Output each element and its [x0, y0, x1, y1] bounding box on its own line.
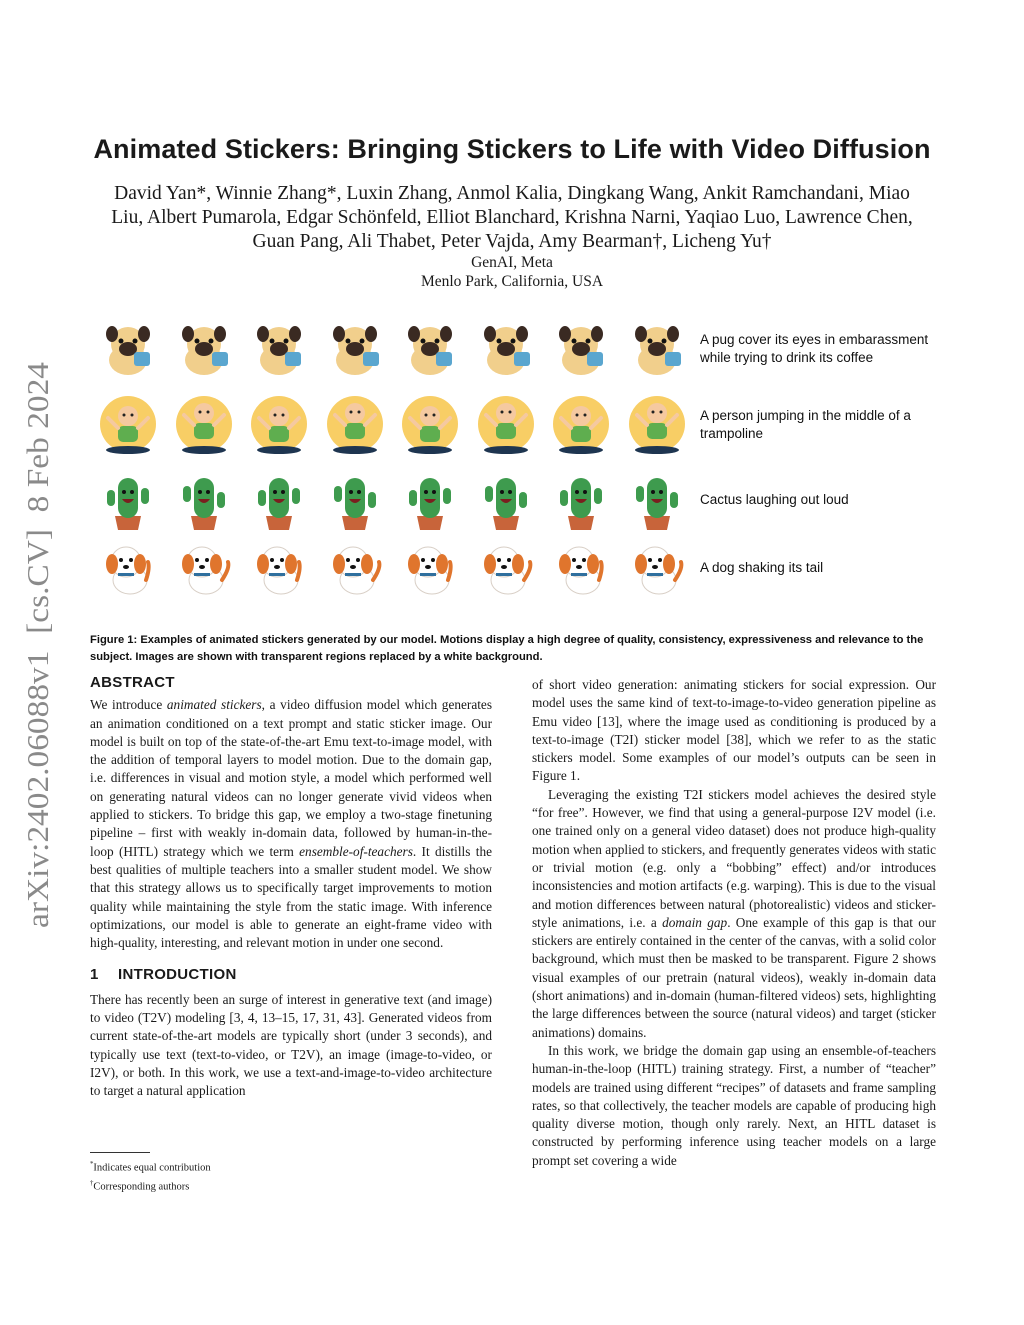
sticker-frame-baby: [476, 394, 538, 456]
figure-row-caption: A dog shaking its tail: [700, 560, 824, 575]
sticker-frame-cactus: [400, 470, 462, 532]
abstract-text: [90, 696, 492, 952]
affiliation-org: GenAI, Meta: [471, 254, 553, 271]
sticker-frame-pug: [325, 318, 387, 380]
intro-paragraph-1: There has recently been an surge of interest in generative text (and image) to video (T2V) modeling [3, 4, 13–15, 17, 31, 43]. Generated videos from current state-of-the-art models are typically short (under 3 seconds), and typically use text (text-to-video, or T2V), an image (image-to-video, or I2V), or both. In this work, we use a text-and-image-to-video architecture to target a natural application: [90, 991, 492, 1099]
abstract-text-part: , a video diffusion model which generates an animation conditioned on a text prompt and static sticker image. Our model is built on top of the state-of-the-art Emu text-to-image model, with the addition of temporal layers to model motion. Due to the domain gap, i.e. differences in visual and motion style, a model which performed well on generating natural videos can no longer generate vivid videos when applied to stickers. To bridge this gap, we employ a two-stage finetuning pipeline – first with weakly in-domain data, followed by human-in-the-loop (HITL) strategy which we term: [90, 697, 493, 859]
sticker-frame-baby: [551, 394, 613, 456]
intro-paragraph-3: In this work, we bridge the domain gap using an ensemble-of-teachers human-in-the-loop (HITL) training strategy. First, a number of “teacher” models are trained using different “recipes” of datasets and frame sampling rates, so that collectively, the teacher models are capable of producing high quality diverse motion, though only rarely. Next, an HITL dataset is constructed by performing inference using teacher models on a large prompt set covering a wide: [532, 1042, 936, 1168]
figure-row-dog: [90, 536, 940, 602]
sticker-frame-dog: [325, 538, 387, 600]
footnote-corresponding: [90, 1176, 492, 1195]
intro-paragraph-1-continued: of short video generation: animating stickers for social expression. Our model uses the same kind of text-to-image-to-video generation pipeline as Emu video [13], where the image used as conditioning is produced by a text-to-image (T2I) sticker model [38], which we refer to as the static stickers model. Some examples of our model’s outputs can be seen in Figure 1.: [532, 677, 936, 784]
abstract-text-part: We introduce: [90, 697, 167, 713]
intro-text-part: . One example of this gap is that our stickers are entirely contained in the center of the canvas, with a solid color background, which must then be masked to be transparent. Figure 2 shows visual examples of our pretrain (natural videos), weakly in-domain data (short animations) and in-domain (human-filtered videos) sets, highlighting the large differences between the source (natural videos) and target (sticker animations) domains.: [532, 914, 936, 1040]
abstract-emphasis: ensemble-of-teachers: [299, 843, 413, 859]
figure-1: [90, 316, 940, 606]
sticker-frame-dog: [400, 538, 462, 600]
sticker-frame-cactus: [98, 470, 160, 532]
sticker-frame-cactus: [627, 470, 689, 532]
intro-paragraph-2: [532, 786, 936, 1042]
paper-title: Animated Stickers: Bringing Stickers to Life with Video Diffusion: [93, 134, 931, 164]
sticker-frame-dog: [98, 538, 160, 600]
author-list: David Yan*, Winnie Zhang*, Luxin Zhang, Anmol Kalia, Dingkang Wang, Ankit Ramchandani, Miao Liu, Albert Pumarola, Edgar Schönfeld, Elliot Blanchard, Krishna Narni, Yaqiao Luo, Lawrence Chen, Guan Pang, Ali Thabet, Peter Vajda, Amy Bearman†, Licheng Yu†: [111, 183, 913, 252]
sticker-frame-pug: [174, 318, 236, 380]
right-column: [532, 676, 936, 1170]
sticker-frame-cactus: [174, 470, 236, 532]
sticker-frame-cactus: [249, 470, 311, 532]
sticker-frame-pug: [249, 318, 311, 380]
figure-row-baby: [90, 392, 940, 458]
sticker-frame-baby: [174, 394, 236, 456]
section-number: 1: [90, 966, 99, 984]
sticker-frame-baby: [325, 394, 387, 456]
footnote-text: Corresponding authors: [93, 1181, 190, 1192]
figure-caption: Figure 1: Examples of animated stickers generated by our model. Motions display a high degree of quality, consistency, expressiveness and relevance to the subject. Images are shown with transparent regions replaced by a white background.: [90, 634, 924, 663]
figure-row-cactus: [90, 468, 940, 534]
sticker-frame-pug: [98, 318, 160, 380]
left-column: [90, 674, 492, 1101]
footnote-equal-contribution: [90, 1157, 492, 1176]
sticker-frame-cactus: [325, 470, 387, 532]
footnote-mark: †: [90, 1179, 94, 1187]
sticker-frame-pug: [551, 318, 613, 380]
figure-row-caption: Cactus laughing out loud: [700, 492, 849, 507]
introduction-heading: [90, 966, 492, 984]
sticker-frame-baby: [627, 394, 689, 456]
intro-emphasis: domain gap: [662, 914, 728, 930]
sticker-frame-baby: [400, 394, 462, 456]
abstract-heading: ABSTRACT: [90, 674, 175, 691]
figure-row-caption: A person jumping in the middle of a trampoline: [700, 408, 911, 441]
sticker-frame-dog: [551, 538, 613, 600]
sticker-frame-cactus: [551, 470, 613, 532]
footnote-mark: *: [90, 1161, 94, 1168]
sticker-frame-pug: [476, 318, 538, 380]
footnote-rule: [90, 1152, 150, 1153]
sticker-frame-cactus: [476, 470, 538, 532]
sticker-frame-dog: [476, 538, 538, 600]
sticker-frame-dog: [174, 538, 236, 600]
sticker-frame-pug: [400, 318, 462, 380]
section-title: INTRODUCTION: [118, 966, 237, 984]
figure-row-pug: [90, 316, 940, 382]
sticker-frame-dog: [249, 538, 311, 600]
affiliation: [100, 253, 924, 291]
sticker-frame-pug: [627, 318, 689, 380]
affiliation-location: Menlo Park, California, USA: [420, 273, 604, 290]
abstract-text-part: . It distills the best qualities of multiple teachers into a smaller student model. We show that this strategy allows us to specifically target improvements to motion quality while maintaining the style from the static image. With inference optimizations, our model is able to generate an eight-frame video with high-quality, interesting, and relevant motion in under one second.: [90, 843, 492, 951]
abstract-emphasis: animated stickers: [166, 697, 262, 713]
sticker-frame-baby: [249, 394, 311, 456]
footnotes: [90, 1152, 492, 1194]
arxiv-id-text: arXiv:2402.06088v1 [cs.CV] 8 Feb 2024: [20, 402, 55, 928]
figure-row-caption: A pug cover its eyes in embarassment while trying to drink its coffee: [700, 332, 929, 365]
arxiv-identifier: [10, 360, 60, 930]
sticker-frame-dog: [627, 538, 689, 600]
arxiv-identifier-graphic: [10, 360, 60, 930]
footnote-text: Indicates equal contribution: [93, 1162, 211, 1174]
intro-text-part: Leveraging the existing T2I stickers model achieves the desired style “for free”. However, we find that using a general-purpose I2V model (i.e. one trained only on a general video dataset) does not produce high-quality motion when applied to stickers, and frequently generates videos with static or trivial motion (e.g. only a “bobbing” effect) and/or introduces inconsistencies and motion artifacts (e.g. warping). This is due to the visual and motion differences between natural (photorealistic) videos and sticker-style animations, i.e. a: [532, 786, 936, 930]
sticker-frame-baby: [98, 394, 160, 456]
